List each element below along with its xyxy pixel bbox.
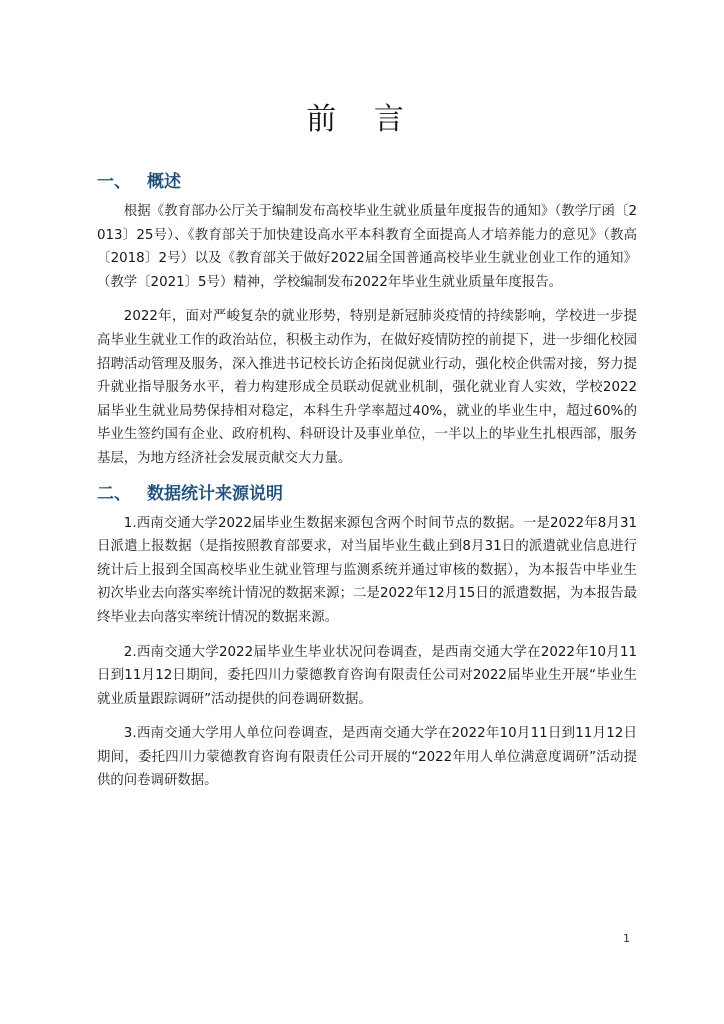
section-title: 数据统计来源说明 <box>147 483 283 504</box>
paragraph: 根据《教育部办公厅关于编制发布高校毕业生就业质量年度报告的通知》（教学厅函〔2013〕25号）、《教育部关于加快建设高水平本科教育全面提高人才培养能力的意见》（教高〔2018〕2号）以及《教育部关于做好2022届全国普通高校毕业生就业创业工作的通知》（教学〔2021〕5号）精神，学校编制发布2022年毕业生就业质量年度报告。 <box>97 204 637 290</box>
page-title: 前 言 <box>306 102 418 137</box>
paragraph: 1.西南交通大学2022届毕业生数据来源包含两个时间节点的数据。一是2022年8月31日派遣上报数据（是指按照教育部要求，对当届毕业生截止到8月31日的派遣就业信息进行统计后上报到全国高校毕业生就业管理与监测系统并通过审核的数据），为本报告中毕业生初次毕业去向落实率统计情况的数据来源；二是2022年12月15日的派遣数据，为本报告最终毕业去向落实率统计情况的数据来源。 <box>97 515 637 625</box>
document-body <box>97 170 637 804</box>
paragraph: 3.西南交通大学用人单位问卷调查，是西南交通大学在2022年10月11日到11月12日期间，委托四川力蒙德教育咨询有限责任公司开展的“2022年用人单位满意度调研”活动提供的问卷调研数据。 <box>97 726 637 789</box>
section-number: 一、 <box>97 172 131 192</box>
paragraph: 2022年，面对严峻复杂的就业形势，特别是新冠肺炎疫情的持续影响，学校进一步提高毕业生就业工作的政治站位，积极主动作为，在做好疫情防控的前提下，进一步细化校园招聘活动管理及服务，深入推进书记校长访企拓岗促就业行动，强化校企供需对接，努力提升就业指导服务水平，着力构建形成全员联动促就业机制，强化就业育人实效，学校2022届毕业生就业局势保持相对稳定，本科生升学率超过40%，就业的毕业生中，超过60%的毕业生签约国有企业、政府机构、科研设计及事业单位，一半以上的毕业生扎根西部，服务基层，为地方经济社会发展贡献交大力量。 <box>97 309 637 466</box>
page-number: 1 <box>623 932 630 945</box>
section-heading-overview <box>97 170 637 194</box>
section-title: 概述 <box>147 172 181 192</box>
section-number: 二、 <box>97 483 131 504</box>
section-heading-data-sources <box>97 482 637 506</box>
paragraph: 2.西南交通大学2022届毕业生毕业状况问卷调查，是西南交通大学在2022年10月11日到11月12日期间，委托四川力蒙德教育咨询有限责任公司对2022届毕业生开展“毕业生就业质量跟踪调研”活动提供的问卷调研数据。 <box>97 644 637 707</box>
